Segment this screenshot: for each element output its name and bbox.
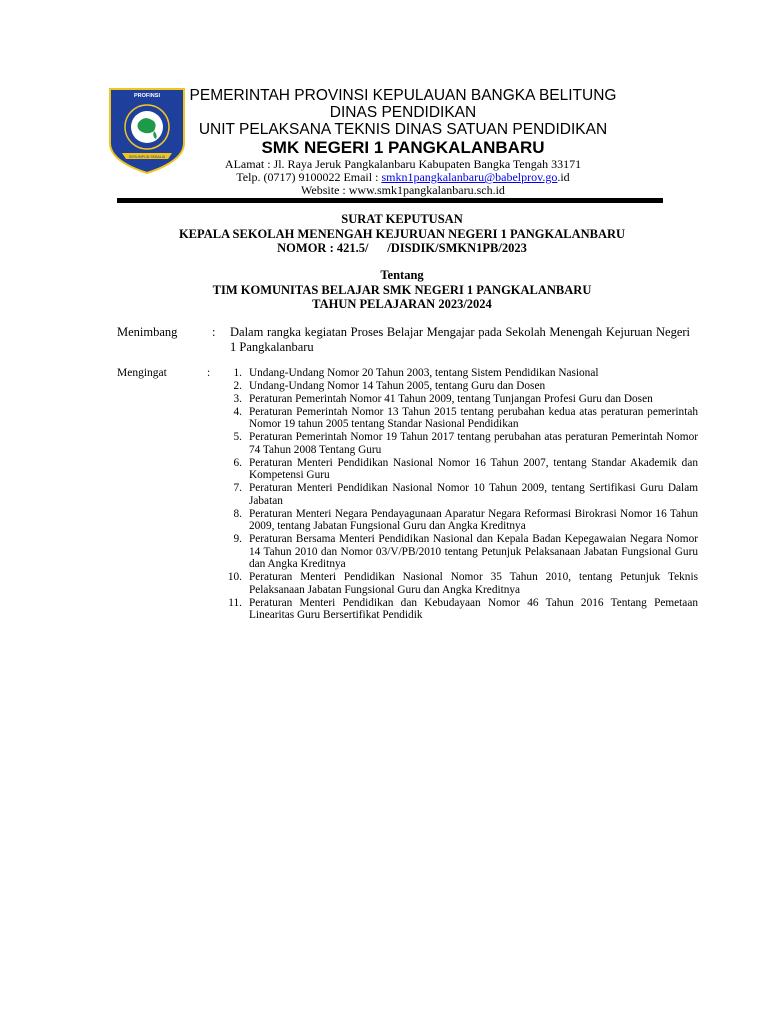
list-item	[222, 597, 698, 622]
email-suffix: .id	[557, 170, 570, 184]
header-line-2: DINAS PENDIDIKAN	[329, 104, 477, 121]
list-item-text: Peraturan Menteri Negara Pendayagunaan Aparatur Negara Reformasi Birokrasi Nomor 16 Tahun 2009, tentang Jabatan Fungsional Guru dan Angka Kreditnya	[249, 507, 698, 533]
list-item-number: 9.	[233, 533, 242, 546]
doc-title: SURAT KEPUTUSAN	[341, 212, 463, 226]
mengingat-colon: :	[207, 367, 211, 379]
list-item	[222, 571, 698, 596]
list-item-number: 8.	[233, 507, 242, 520]
province-logo	[108, 87, 186, 175]
list-item-text: Peraturan Menteri Pendidikan dan Kebudayaan Nomor 46 Tahun 2016 Tentang Pemetaan Linearitas Guru Bersertifikat Pendidik	[249, 596, 698, 622]
list-item	[222, 406, 698, 431]
list-item	[222, 367, 698, 380]
mengingat-label: Mengingat	[117, 367, 167, 379]
logo-top-text: PROFINSI	[134, 93, 160, 99]
list-item	[222, 457, 698, 482]
list-item	[222, 482, 698, 507]
list-item-text: Peraturan Bersama Menteri Pendidikan Nasional dan Kepala Badan Kepegawaian Negara Nomor 14 Tahun 2010 dan Nomor 03/V/PB/2010 tentang Petunjuk Pelaksanaan Jabatan Fungsional Guru dan Angka Kreditnya	[249, 533, 698, 571]
list-item-number: 4.	[233, 405, 242, 418]
list-item	[222, 431, 698, 456]
list-item-number: 6.	[233, 456, 242, 469]
list-item-number: 3.	[233, 392, 242, 405]
header-line-3: UNIT PELAKSANA TEKNIS DINAS SATUAN PENDIDIKAN	[198, 121, 608, 138]
list-item-number: 10.	[227, 571, 242, 584]
list-item-number: 5.	[233, 431, 242, 444]
doc-number-text: NOMOR : 421.5/ /DISDIK/SMKN1PB/2023	[277, 241, 527, 255]
phone-text: Telp. (0717) 9100022 Email :	[236, 170, 382, 184]
list-item-text: Undang-Undang Nomor 20 Tahun 2003, tentang Sistem Pendidikan Nasional	[249, 367, 599, 379]
menimbang-text: Dalam rangka kegiatan Proses Belajar Mengajar pada Sekolah Menengah Kejuruan Negeri 1 Pangkalanbaru	[230, 325, 690, 354]
list-item-text: Peraturan Pemerintah Nomor 19 Tahun 2017 tentang perubahan atas peraturan Pemerintah Nomor 74 Tahun 2008 Tentang Guru	[249, 431, 698, 456]
logo-ribbon-text: SERUMPUN SEBALAI	[128, 155, 166, 159]
subject-line-1: TIM KOMUNITAS BELAJAR SMK NEGERI 1 PANGKALANBARU	[212, 283, 592, 297]
list-item	[222, 533, 698, 571]
header-line-1: PEMERINTAH PROVINSI KEPULAUAN BANGKA BELITUNG	[189, 87, 617, 104]
list-item-text: Peraturan Menteri Pendidikan Nasional Nomor 10 Tahun 2009, tentang Sertifikasi Guru Dalam Jabatan	[249, 482, 698, 507]
list-item-text: Peraturan Pemerintah Nomor 13 Tahun 2015 tentang perubahan kedua atas peraturan pemerintah Nomor 19 tahun 2005 tentang Standar Nasional Pendidikan	[249, 405, 698, 431]
list-item-text: Peraturan Menteri Pendidikan Nasional Nomor 35 Tahun 2010, tentang Petunjuk Teknis Pelaksanaan Jabatan Fungsional Guru dan Angka Kreditnya	[249, 571, 698, 596]
mengingat-list	[222, 367, 698, 622]
school-name: SMK NEGERI 1 PANGKALANBARU	[261, 138, 545, 157]
doc-number	[110, 241, 694, 256]
website-line: Website : www.smk1pangkalanbaru.sch.id	[301, 183, 505, 197]
list-item-text: Peraturan Menteri Pendidikan Nasional Nomor 16 Tahun 2007, tentang Standar Akademik dan Kompetensi Guru	[249, 456, 698, 482]
list-item	[222, 393, 698, 406]
list-item-text: Peraturan Pemerintah Nomor 41 Tahun 2009, tentang Tunjangan Profesi Guru dan Dosen	[249, 392, 653, 405]
menimbang-colon: :	[212, 325, 216, 339]
list-item	[222, 380, 698, 393]
list-item-number: 1.	[233, 367, 242, 379]
menimbang-label: Menimbang	[117, 325, 178, 339]
tentang-label: Tentang	[380, 268, 424, 282]
doc-issuer: KEPALA SEKOLAH MENENGAH KEJURUAN NEGERI 1 PANGKALANBARU	[178, 227, 626, 241]
list-item-text: Undang-Undang Nomor 14 Tahun 2005, tentang Guru dan Dosen	[249, 379, 546, 392]
school-address: ALamat : Jl. Raya Jeruk Pangkalanbaru Kabupaten Bangka Tengah 33171	[224, 157, 582, 171]
header-divider	[117, 198, 663, 203]
list-item	[222, 508, 698, 533]
email-link[interactable]: smkn1pangkalanbaru@babelprov.go	[381, 170, 558, 184]
list-item-number: 7.	[233, 482, 242, 495]
subject-line-2: TAHUN PELAJARAN 2023/2024	[312, 297, 492, 311]
list-item-number: 2.	[233, 379, 242, 392]
list-item-number: 11.	[228, 596, 242, 609]
